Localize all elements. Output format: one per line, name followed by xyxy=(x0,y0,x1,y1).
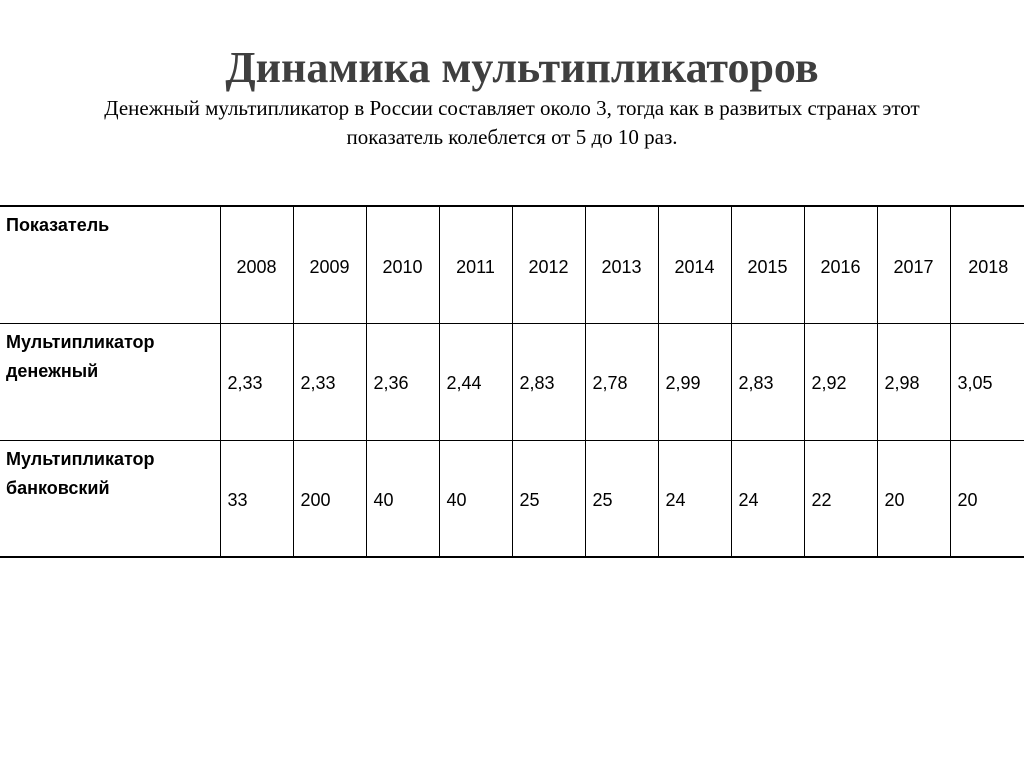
year-header-cell xyxy=(439,206,512,323)
value-cell xyxy=(439,323,512,440)
value-cell xyxy=(877,323,950,440)
table-body xyxy=(0,206,1024,557)
cell-value: 2,83 xyxy=(519,372,555,393)
value-cell xyxy=(950,440,1024,557)
table-row xyxy=(0,440,1024,557)
value-cell xyxy=(512,440,585,557)
value-cell xyxy=(731,440,804,557)
header-label-cell: Показатель xyxy=(0,206,220,323)
cell-value: 200 xyxy=(300,489,331,510)
cell-value: 2,78 xyxy=(592,372,628,393)
year-header-cell xyxy=(512,206,585,323)
cell-value: 2,83 xyxy=(738,372,774,393)
year-header-cell xyxy=(804,206,877,323)
year-header-cell xyxy=(658,206,731,323)
table-header-row xyxy=(0,206,1024,323)
year-label: 2012 xyxy=(528,257,569,277)
cell-value: 2,99 xyxy=(665,372,701,393)
cell-value: 40 xyxy=(373,489,394,510)
value-cell xyxy=(804,440,877,557)
value-cell xyxy=(658,323,731,440)
year-label: 2016 xyxy=(820,257,861,277)
year-label: 2008 xyxy=(236,257,277,277)
cell-value: 33 xyxy=(227,489,248,510)
cell-value: 25 xyxy=(592,489,613,510)
year-label: 2011 xyxy=(456,257,495,277)
cell-value: 2,92 xyxy=(811,372,847,393)
year-label: 2017 xyxy=(893,257,934,277)
year-header-cell xyxy=(585,206,658,323)
cell-value: 24 xyxy=(665,489,686,510)
subtitle-line-1: Денежный мультипликатор в России составляет около 3, тогда как в развитых странах этот xyxy=(104,96,920,120)
value-cell xyxy=(293,440,366,557)
value-cell xyxy=(877,440,950,557)
value-cell xyxy=(439,440,512,557)
year-label: 2013 xyxy=(601,257,642,277)
cell-value: 40 xyxy=(446,489,467,510)
year-header-cell xyxy=(293,206,366,323)
value-cell xyxy=(585,323,658,440)
cell-value: 2,33 xyxy=(227,372,263,393)
year-label: 2010 xyxy=(382,257,423,277)
row-label-cell: Мультипликатор денежный xyxy=(0,323,220,440)
slide-title: Динамика мультипликаторов xyxy=(225,43,819,92)
subtitle-line-2: показатель колеблется от 5 до 10 раз. xyxy=(346,125,678,149)
value-cell xyxy=(731,323,804,440)
year-header-cell xyxy=(366,206,439,323)
value-cell xyxy=(220,440,293,557)
slide-subtitle xyxy=(40,94,984,152)
year-label: 2009 xyxy=(309,257,350,277)
cell-value: 2,98 xyxy=(884,372,920,393)
cell-value: 2,44 xyxy=(446,372,482,393)
cell-value: 3,05 xyxy=(957,372,993,393)
cell-value: 25 xyxy=(519,489,540,510)
year-label: 2014 xyxy=(674,257,715,277)
multipliers-table xyxy=(0,205,1024,558)
year-header-cell xyxy=(950,206,1024,323)
value-cell xyxy=(366,323,439,440)
value-cell xyxy=(366,440,439,557)
value-cell xyxy=(658,440,731,557)
value-cell xyxy=(512,323,585,440)
cell-value: 24 xyxy=(738,489,759,510)
cell-value: 2,36 xyxy=(373,372,409,393)
year-header-cell xyxy=(877,206,950,323)
value-cell xyxy=(585,440,658,557)
cell-value: 22 xyxy=(811,489,832,510)
row-label-cell: Мультипликатор банковский xyxy=(0,440,220,557)
value-cell xyxy=(950,323,1024,440)
year-header-cell xyxy=(731,206,804,323)
cell-value: 2,33 xyxy=(300,372,336,393)
value-cell xyxy=(293,323,366,440)
cell-value: 20 xyxy=(884,489,905,510)
cell-value: 20 xyxy=(957,489,978,510)
table-row xyxy=(0,323,1024,440)
value-cell xyxy=(220,323,293,440)
year-label: 2015 xyxy=(747,257,788,277)
year-label: 2018 xyxy=(968,257,1009,277)
value-cell xyxy=(804,323,877,440)
year-header-cell xyxy=(220,206,293,323)
